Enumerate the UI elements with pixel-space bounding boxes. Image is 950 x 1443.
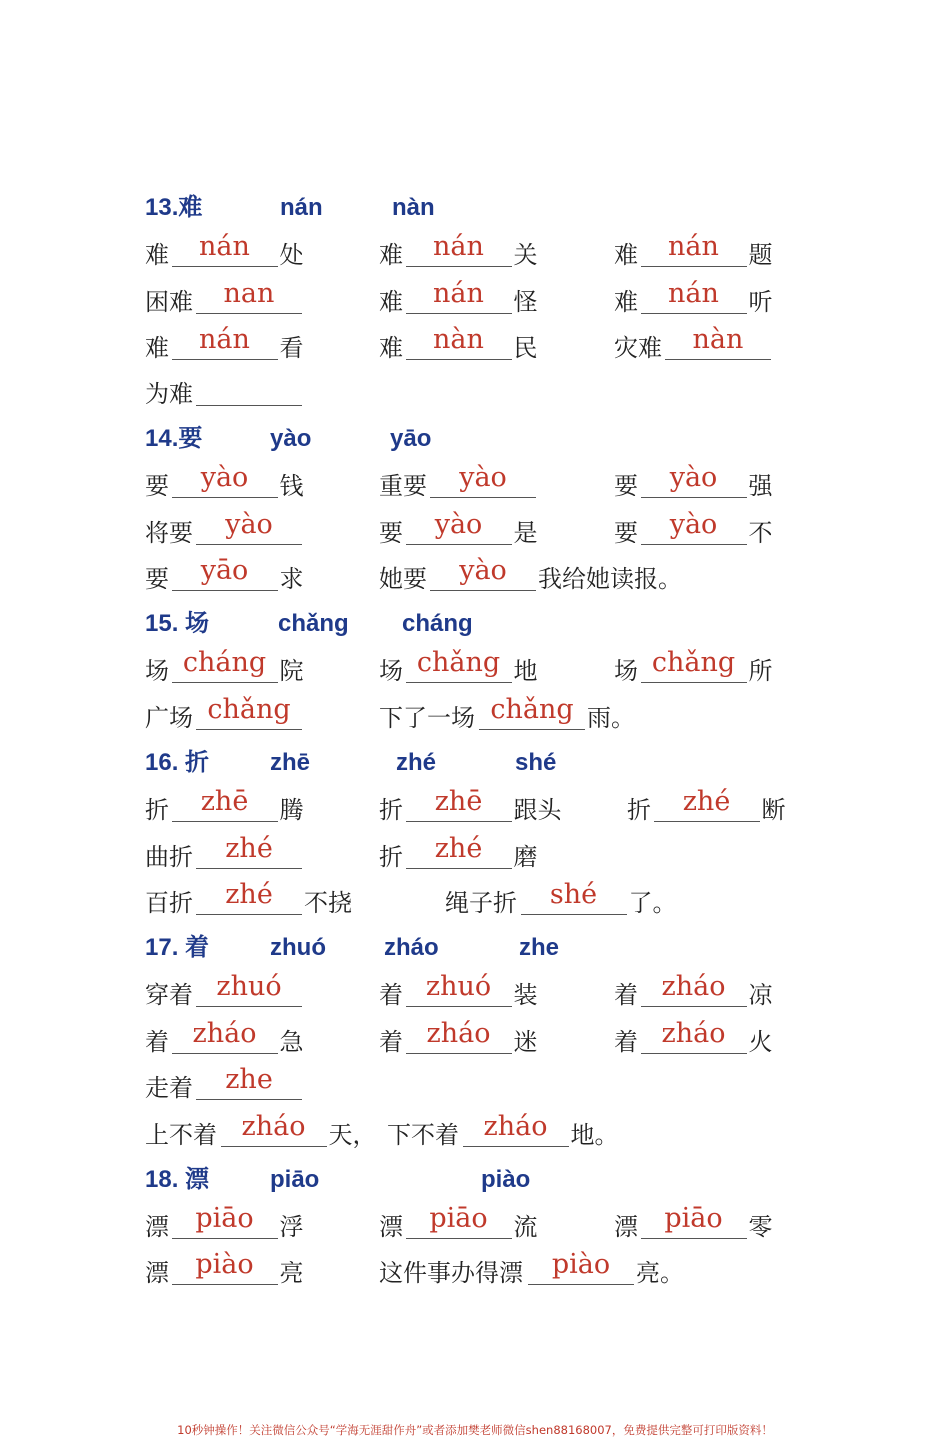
suffix-text: 钱	[279, 472, 304, 500]
pinyin-reading: zhé	[396, 749, 437, 776]
prefix-text: 这件事办得漂	[379, 1259, 523, 1287]
prefix-text: 着	[145, 1028, 169, 1056]
suffix-text: 装	[513, 981, 538, 1009]
suffix-text: 看	[279, 334, 304, 362]
answer-pinyin: nán	[199, 231, 250, 262]
answer-pinyin: piāo	[664, 1203, 723, 1234]
prefix-text: 难	[145, 334, 169, 362]
section-number-char: 14.要	[145, 425, 203, 452]
answer-blank[interactable]	[172, 1019, 278, 1054]
answer-blank[interactable]	[196, 972, 302, 1007]
answer-pinyin: yāo	[200, 555, 249, 586]
suffix-text: 浮	[279, 1213, 304, 1241]
suffix-text: 不挠	[304, 889, 352, 917]
answer-blank[interactable]	[463, 1112, 569, 1147]
prefix-text: 灾难	[614, 334, 662, 362]
answer-pinyin: chǎng	[416, 647, 501, 678]
prefix-text: 重要	[379, 472, 427, 500]
prefix-text: 广场	[145, 704, 193, 732]
answer-blank[interactable]	[172, 463, 278, 498]
answer-pinyin: zhuó	[216, 971, 282, 1002]
suffix-text: 亮。	[636, 1259, 684, 1287]
answer-blank[interactable]	[406, 325, 512, 360]
prefix-text: 难	[379, 334, 403, 362]
answer-blank[interactable]	[406, 232, 512, 267]
answer-blank[interactable]	[430, 463, 536, 498]
suffix-text: 是	[513, 519, 538, 547]
answer-blank[interactable]	[479, 695, 585, 730]
answer-pinyin: zhē	[200, 786, 249, 817]
answer-pinyin: shé	[549, 879, 598, 910]
pinyin-reading: zhuó	[270, 934, 326, 961]
answer-blank[interactable]	[641, 232, 747, 267]
answer-blank[interactable]	[406, 1204, 512, 1239]
suffix-text: 不	[748, 519, 773, 547]
suffix-text: 天，	[328, 1121, 377, 1149]
suffix-text: 雨。	[587, 704, 635, 732]
answer-pinyin: zhé	[225, 833, 273, 864]
answer-blank[interactable]	[406, 972, 512, 1007]
answer-blank[interactable]	[641, 972, 747, 1007]
pinyin-reading: cháng	[402, 610, 473, 637]
prefix-text: 上不着	[145, 1121, 217, 1149]
prefix-text: 下不着	[387, 1121, 459, 1149]
answer-pinyin: zhé	[434, 833, 483, 864]
section-number-char: 18. 漂	[145, 1166, 210, 1193]
prefix-text: 走着	[145, 1074, 193, 1102]
answer-pinyin: chǎng	[490, 694, 574, 725]
answer-pinyin: nàn	[433, 324, 484, 355]
suffix-text: 处	[279, 241, 304, 269]
prefix-text: 场	[379, 657, 403, 685]
answer-pinyin: nán	[199, 324, 250, 355]
prefix-text: 要	[379, 519, 403, 547]
prefix-text: 折	[145, 796, 169, 824]
answer-blank[interactable]	[406, 279, 512, 314]
answer-blank[interactable]	[172, 648, 278, 683]
answer-pinyin: zháo	[241, 1111, 306, 1142]
answer-blank[interactable]	[196, 279, 302, 314]
answer-blank[interactable]	[665, 325, 771, 360]
answer-blank[interactable]	[430, 556, 536, 591]
answer-pinyin: piāo	[195, 1203, 254, 1234]
answer-pinyin: yào	[459, 462, 507, 493]
answer-blank[interactable]	[196, 695, 302, 730]
answer-pinyin: yào	[669, 462, 718, 493]
answer-pinyin: zhuó	[425, 971, 492, 1002]
prefix-text: 难	[145, 241, 169, 269]
answer-pinyin: zháo	[192, 1018, 257, 1049]
prefix-text: 将要	[145, 519, 193, 547]
prefix-text: 要	[614, 472, 638, 500]
answer-pinyin: piào	[551, 1249, 611, 1280]
prefix-text: 难	[614, 241, 638, 269]
suffix-text: 所	[748, 657, 773, 685]
answer-pinyin: nán	[433, 231, 484, 262]
answer-pinyin: nan	[223, 278, 275, 309]
suffix-text: 怪	[513, 288, 538, 316]
prefix-text: 难	[379, 241, 403, 269]
suffix-text: 零	[748, 1213, 773, 1241]
answer-pinyin: chǎng	[651, 647, 736, 678]
prefix-text: 要	[614, 519, 638, 547]
answer-pinyin: zháo	[426, 1018, 491, 1049]
prefix-text: 漂	[145, 1213, 169, 1241]
prefix-text: 难	[379, 288, 403, 316]
answer-pinyin: yào	[200, 462, 249, 493]
prefix-text: 困难	[145, 288, 193, 316]
pinyin-reading: nán	[280, 194, 323, 221]
prefix-text: 着	[379, 981, 403, 1009]
prefix-text: 着	[379, 1028, 403, 1056]
suffix-text: 强	[748, 472, 773, 500]
footer-note: 10秒钟操作！关注微信公众号“学海无涯甜作舟”或者添加樊老师微信shen88168007，免费提供完整可打印版资料！	[177, 1423, 773, 1437]
answer-blank[interactable]	[172, 325, 278, 360]
pinyin-reading: nàn	[392, 194, 435, 221]
pinyin-reading: chǎng	[278, 610, 349, 637]
suffix-text: 凉	[748, 981, 773, 1009]
answer-pinyin: cháng	[182, 647, 267, 678]
answer-blank[interactable]	[196, 1065, 302, 1100]
suffix-text: 关	[513, 241, 538, 269]
answer-pinyin: nàn	[692, 324, 744, 355]
prefix-text: 场	[614, 657, 638, 685]
answer-blank[interactable]	[406, 834, 512, 869]
answer-pinyin: zháo	[661, 1018, 726, 1049]
suffix-text: 院	[279, 657, 304, 685]
suffix-text: 亮	[279, 1259, 304, 1287]
suffix-text: 地。	[570, 1121, 619, 1149]
suffix-text: 磨	[513, 843, 538, 871]
prefix-text: 漂	[614, 1213, 638, 1241]
answer-pinyin: nán	[668, 231, 719, 262]
prefix-text: 漂	[145, 1259, 169, 1287]
suffix-text: 我给她读报。	[538, 565, 682, 593]
answer-blank[interactable]	[521, 880, 627, 915]
suffix-text: 地	[513, 657, 538, 685]
answer-blank[interactable]	[196, 510, 302, 545]
suffix-text: 了。	[628, 889, 677, 917]
answer-pinyin: yào	[669, 509, 718, 540]
prefix-text: 着	[614, 981, 638, 1009]
prefix-text: 折	[379, 796, 403, 824]
suffix-text: 腾	[279, 796, 304, 824]
prefix-text: 要	[145, 565, 169, 593]
suffix-text: 急	[279, 1028, 304, 1056]
answer-pinyin: zhé	[225, 879, 273, 910]
answer-pinyin: nán	[433, 278, 484, 309]
answer-pinyin: yào	[434, 509, 483, 540]
answer-blank[interactable]	[172, 232, 278, 267]
prefix-text: 场	[145, 657, 169, 685]
answer-pinyin: zháo	[661, 971, 726, 1002]
answer-blank[interactable]	[654, 787, 760, 822]
prefix-text: 百折	[145, 889, 193, 917]
suffix-text: 求	[279, 565, 304, 593]
suffix-text: 听	[748, 288, 773, 316]
answer-pinyin: chǎng	[207, 694, 291, 725]
prefix-text: 绳子折	[445, 889, 517, 917]
prefix-text: 难	[614, 288, 638, 316]
prefix-text: 曲折	[145, 843, 193, 871]
answer-blank[interactable]	[406, 648, 512, 683]
prefix-text: 着	[614, 1028, 638, 1056]
prefix-text: 她要	[379, 565, 427, 593]
suffix-text: 民	[513, 334, 538, 362]
answer-pinyin: zhē	[434, 786, 483, 817]
answer-blank[interactable]	[528, 1250, 634, 1285]
answer-blank[interactable]	[172, 787, 278, 822]
prefix-text: 为难	[145, 380, 193, 408]
section-number-char: 16. 折	[145, 749, 210, 776]
pinyin-reading: zhe	[519, 934, 560, 961]
answer-pinyin: nán	[668, 278, 719, 309]
pinyin-reading: piāo	[270, 1166, 320, 1193]
suffix-text: 迷	[513, 1028, 538, 1056]
answer-blank[interactable]	[221, 1112, 327, 1147]
pinyin-reading: piào	[481, 1166, 531, 1193]
pinyin-reading: zháo	[384, 934, 439, 961]
suffix-text: 流	[513, 1213, 538, 1241]
suffix-text: 题	[748, 241, 773, 269]
answer-blank[interactable]	[406, 1019, 512, 1054]
suffix-text: 断	[761, 796, 786, 824]
answer-pinyin: piào	[195, 1249, 254, 1280]
prefix-text: 折	[627, 796, 651, 824]
answer-blank[interactable]	[641, 648, 747, 683]
answer-pinyin: zháo	[483, 1111, 548, 1142]
pinyin-reading: zhē	[270, 749, 311, 776]
prefix-text: 折	[379, 843, 403, 871]
answer-pinyin: yào	[459, 555, 507, 586]
answer-pinyin: zhe	[225, 1064, 273, 1095]
suffix-text: 火	[748, 1028, 773, 1056]
section-number-char: 17. 着	[145, 934, 210, 961]
suffix-text: 跟头	[513, 796, 562, 824]
answer-blank[interactable]	[196, 371, 302, 406]
section-number-char: 15. 场	[145, 610, 210, 637]
answer-blank[interactable]	[406, 510, 512, 545]
answer-blank[interactable]	[172, 556, 278, 591]
pinyin-reading: shé	[515, 749, 557, 776]
answer-blank[interactable]	[641, 1019, 747, 1054]
answer-blank[interactable]	[641, 463, 747, 498]
prefix-text: 漂	[379, 1213, 403, 1241]
answer-pinyin: zhé	[682, 786, 731, 817]
prefix-text: 穿着	[145, 981, 193, 1009]
answer-blank[interactable]	[196, 834, 302, 869]
answer-blank[interactable]	[641, 279, 747, 314]
answer-blank[interactable]	[172, 1250, 278, 1285]
prefix-text: 要	[145, 472, 169, 500]
prefix-text: 下了一场	[379, 704, 475, 732]
answer-blank[interactable]	[641, 1204, 747, 1239]
answer-pinyin: yào	[225, 509, 273, 540]
pinyin-reading: yào	[270, 425, 312, 452]
section-number-char: 13.难	[145, 194, 203, 221]
answer-blank[interactable]	[641, 510, 747, 545]
answer-blank[interactable]	[196, 880, 302, 915]
answer-blank[interactable]	[172, 1204, 278, 1239]
pinyin-reading: yāo	[390, 425, 432, 452]
answer-blank[interactable]	[406, 787, 512, 822]
answer-pinyin: piāo	[429, 1203, 488, 1234]
